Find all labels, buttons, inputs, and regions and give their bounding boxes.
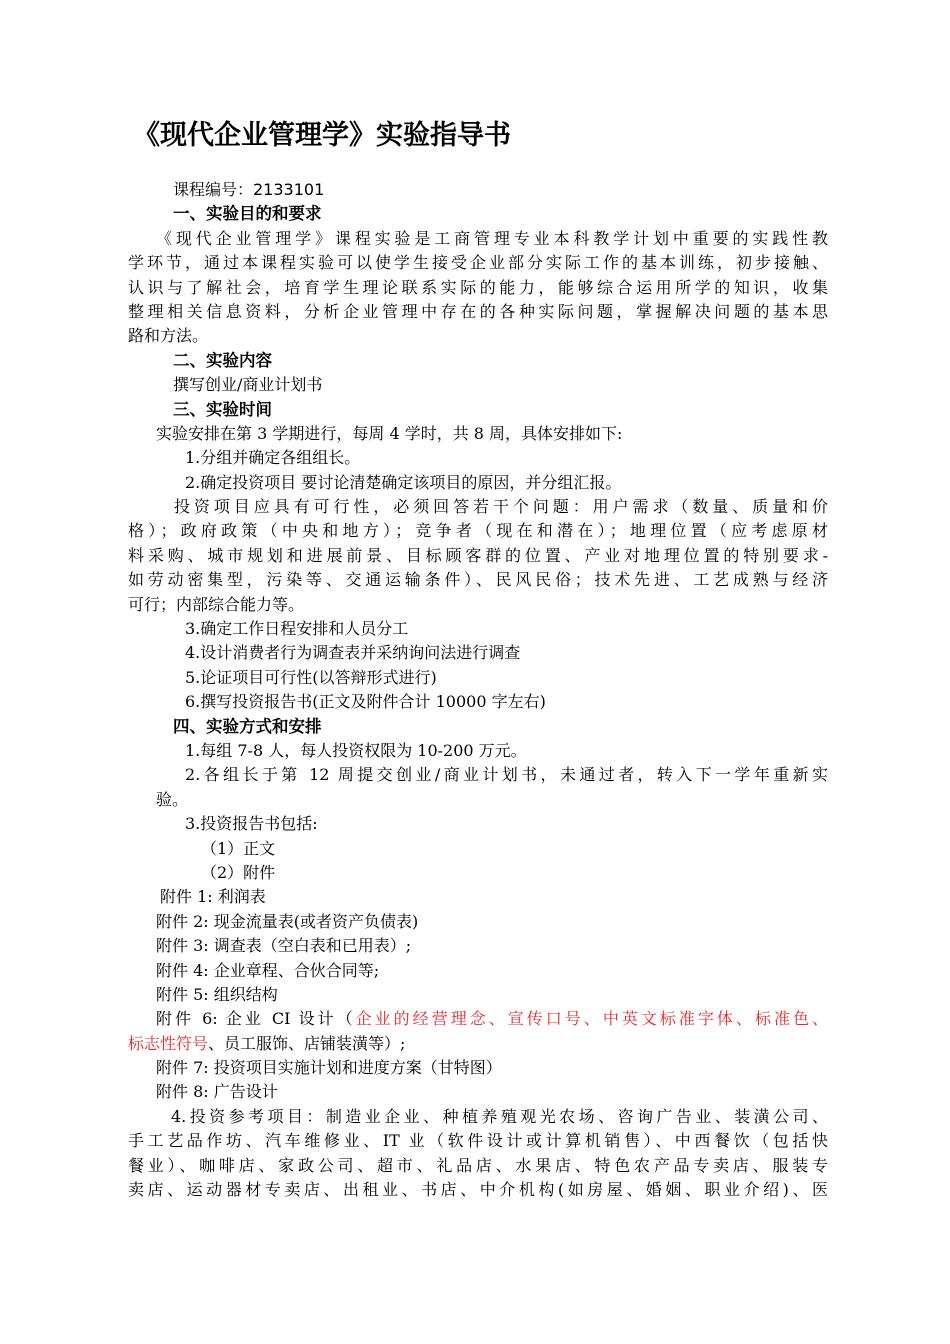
- report-part: （1）正文: [201, 838, 276, 858]
- schedule-step: 2.确定投资项目 要讨论清楚确定该项目的原因，并分组汇报。: [185, 472, 622, 492]
- section-heading-objectives: 一、实验目的和要求: [173, 204, 322, 224]
- content-text: 撰写创业/商业计划书: [173, 375, 323, 395]
- ci-design-highlight: 企业的经营理念、宣传口号、中英文标准字体、标准色、: [355, 1009, 828, 1029]
- attachment-item-ci-design-continuation: [128, 1032, 828, 1056]
- attachment-item-ci-design: [128, 1007, 828, 1031]
- schedule-step: 5.论证项目可行性(以答辩形式进行): [185, 667, 437, 687]
- report-part: （2）附件: [201, 862, 276, 882]
- arrangement-item: 1.每组 7-8 人，每人投资权限为 10-200 万元。: [185, 740, 527, 760]
- objectives-line: 整理相关信息资料，分析企业管理中存在的各种实际问题，掌握解决问题的基本思: [128, 301, 828, 321]
- investment-requirements-line: 料采购、城市规划和进展前景、目标顾客群的位置、产业对地理位置的特别要求-: [128, 545, 828, 565]
- attachment-item: 附件 2: 现金流量表(或者资产负债表): [156, 911, 419, 931]
- schedule-step: 1.分组并确定各组组长。: [185, 448, 361, 468]
- investment-requirements-line: 格）；政府政策（中央和地方）；竞争者（现在和潜在）；地理位置（应考虑原材: [128, 521, 828, 541]
- attachment-item: 附件 5: 组织结构: [156, 984, 278, 1004]
- investment-requirements-line: 如劳动密集型，污染等、交通运输条件）、民风民俗；技术先进、工艺成熟与经济: [128, 570, 828, 590]
- objectives-line: 路和方法。: [128, 326, 209, 346]
- section-heading-time: 三、实验时间: [173, 399, 272, 419]
- objectives-line: 《现代企业管理学》课程实验是工商管理专业本科教学计划中重要的实践性教: [156, 228, 828, 248]
- ci-design-rest: 、员工服饰、店铺装潢等）;: [208, 1033, 406, 1053]
- investment-requirements-line: 可行；内部综合能力等。: [128, 594, 305, 614]
- course-number: 课程编号：2133101: [173, 180, 325, 199]
- attachment-item: 附件 3: 调查表（空白表和已用表）;: [156, 936, 412, 956]
- attachment-item: 附件 8: 广告设计: [156, 1082, 278, 1102]
- investment-requirements-line: 投资项目应具有可行性，必须回答若干个问题：用户需求（数量、质量和价: [174, 497, 828, 517]
- reference-projects-line: 手工艺品作坊、汽车维修业、IT 业（软件设计或计算机销售）、中西餐饮（包括快: [128, 1131, 828, 1151]
- section-heading-content: 二、实验内容: [173, 350, 272, 370]
- attachment-item: 附件 4: 企业章程、合伙合同等;: [156, 960, 380, 980]
- schedule-step: 3.确定工作日程安排和人员分工: [185, 619, 409, 639]
- section-heading-method: 四、实验方式和安排: [173, 716, 322, 736]
- schedule-step: 4.设计消费者行为调查表并采纳询问法进行调查: [185, 643, 521, 663]
- attachment-item: 附件 1: 利润表: [160, 887, 266, 907]
- document-body: [128, 178, 828, 1202]
- arrangement-item: 3.投资报告书包括:: [185, 814, 318, 834]
- attachment-item: 附件 7: 投资项目实施计划和进度方案（甘特图）: [156, 1058, 502, 1078]
- arrangement-item-continuation: 验。: [156, 789, 189, 809]
- reference-projects-line: 餐业）、咖啡店、家政公司、超市、礼品店、水果店、特色农产品专卖店、服装专: [128, 1155, 828, 1175]
- schedule-step: 6.撰写投资报告书(正文及附件合计 10000 字左右): [185, 692, 546, 712]
- arrangement-item: 2.各组长于第 12 周提交创业/商业计划书，未通过者，转入下一学年重新实: [185, 765, 828, 785]
- objectives-line: 学环节，通过本课程实验可以使学生接受企业部分实际工作的基本训练，初步接触、: [128, 253, 828, 273]
- objectives-line: 认识与了解社会，培育学生理论联系实际的能力，能够综合运用所学的知识，收集: [128, 277, 828, 297]
- reference-projects-line: 4.投资参考项目：制造业企业、种植养殖观光农场、咨询广告业、装潢公司、: [171, 1106, 828, 1126]
- schedule-intro: 实验安排在第 3 学期进行，每周 4 学时，共 8 周，具体安排如下:: [156, 423, 623, 443]
- document-title: 《现代企业管理学》实验指导书: [133, 120, 511, 151]
- attachment-6-label: 附件 6: 企业 CI 设计（: [156, 1009, 356, 1029]
- reference-projects-line: 卖店、运动器材专卖店、出租业、书店、中介机构(如房屋、婚姻、职业介绍)、医: [128, 1180, 828, 1200]
- ci-design-highlight: 标志性符号: [128, 1033, 209, 1053]
